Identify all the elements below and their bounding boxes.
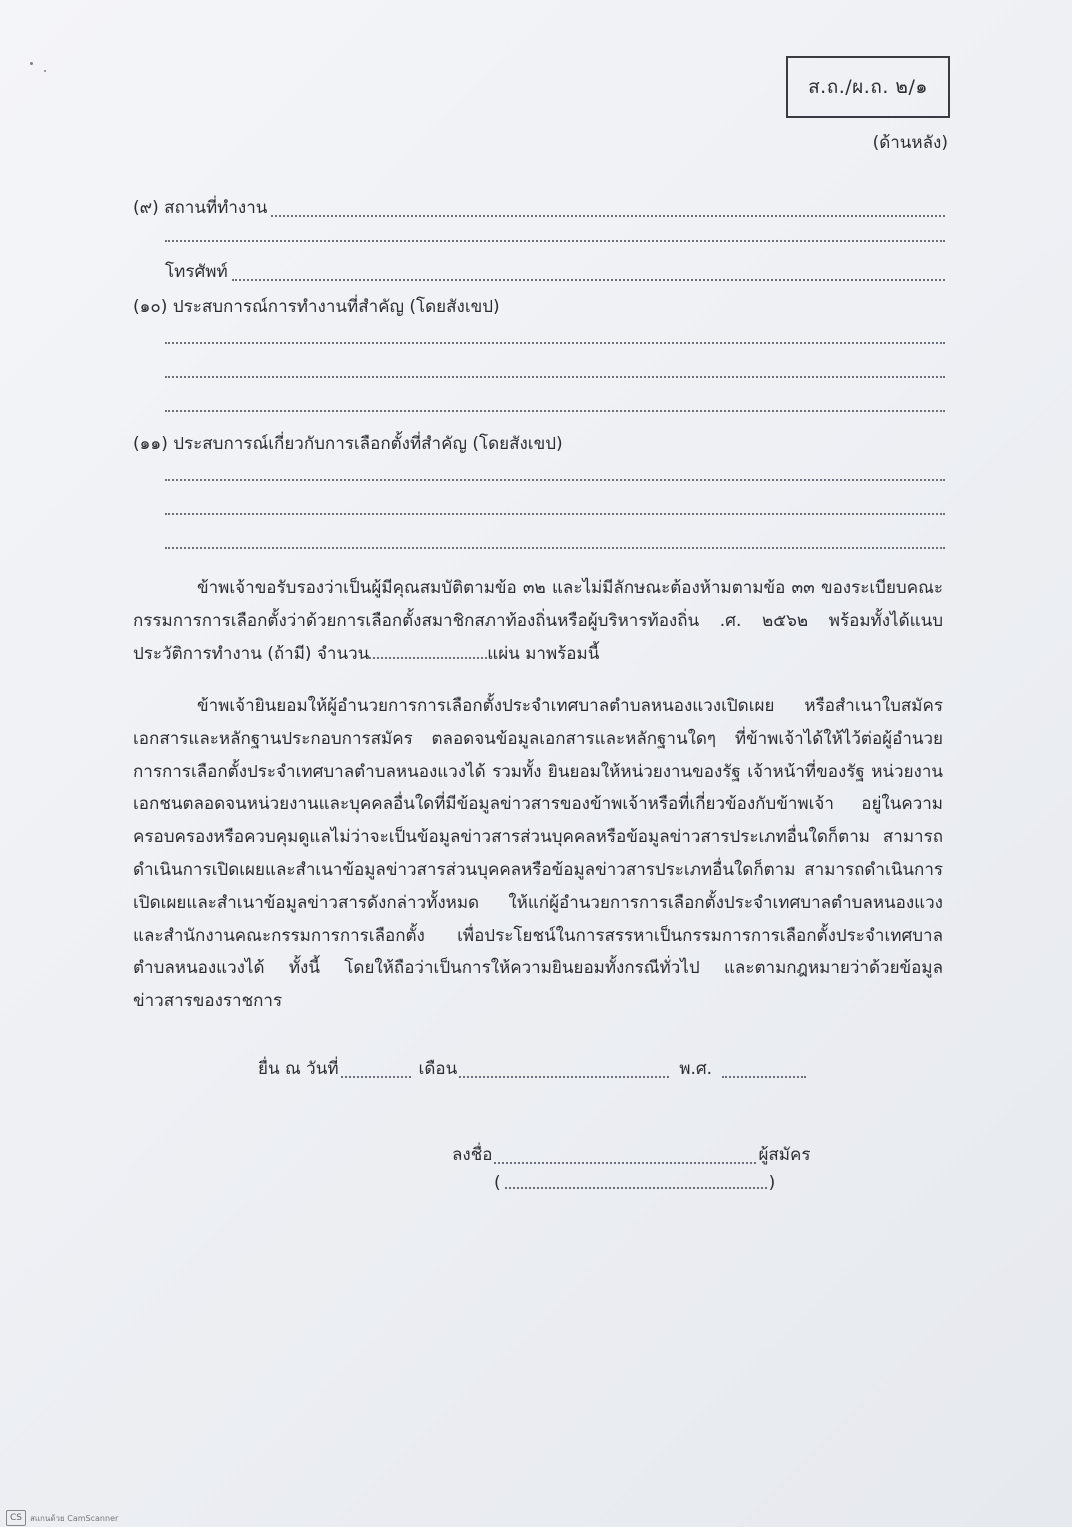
work-experience-line-1 bbox=[165, 328, 945, 348]
year-field[interactable] bbox=[722, 1064, 806, 1078]
workplace-field[interactable] bbox=[271, 201, 945, 217]
scanner-caption: สแกนด้วย CamScanner bbox=[30, 1513, 119, 1523]
attachment-count-field[interactable] bbox=[369, 645, 487, 659]
printed-name-row bbox=[494, 1173, 775, 1193]
sign-label: ลงชื่อ bbox=[452, 1145, 493, 1165]
phone-field[interactable] bbox=[232, 265, 945, 281]
election-experience-line-2 bbox=[165, 499, 945, 519]
workplace-row bbox=[133, 194, 945, 221]
form-code: ส.ถ./ผ.ถ. ๒/๑ bbox=[808, 76, 928, 98]
submission-date-row bbox=[258, 1055, 806, 1082]
work-experience-line-2 bbox=[165, 362, 945, 382]
scanner-badge bbox=[6, 1510, 118, 1526]
open-paren: ( bbox=[494, 1173, 501, 1193]
work-experience-heading: (๑๐) ประสบการณ์การทำงานที่สำคัญ (โดยสังเขป) bbox=[133, 297, 500, 317]
month-label: เดือน bbox=[418, 1059, 458, 1079]
dust-speck bbox=[44, 70, 46, 72]
close-paren: ) bbox=[768, 1173, 776, 1193]
signature-field[interactable] bbox=[494, 1150, 756, 1164]
election-experience-line-1 bbox=[165, 465, 945, 485]
camscanner-logo-icon: CS bbox=[6, 1510, 26, 1526]
phone-row bbox=[165, 258, 945, 285]
workplace-row-2 bbox=[165, 226, 945, 246]
workplace-label: (๙) สถานที่ทำงาน bbox=[133, 198, 268, 218]
consent-text: ข้าพเจ้ายินยอมให้ผู้อำนวยการการเลือกตั้งประจำเทศบาลตำบลหนองแวงเปิดเผย หรือสำเนาใบสมัครเอกสารและหลักฐานประกอบการสมัคร ตลอดจนข้อมูลเอกสารและหลักฐานใดๆ ที่ข้าพเจ้าได้ให้ไว้ต่อผู้อำนวยการการเลือกตั้งประจำเทศบาลตำบลหนองแวงได้ รวมทั้ง ยินยอมให้หน่วยงานของรัฐ เจ้าหน้าที่ของรัฐ หน่วยงานเอกชนตลอดจนหน่วยงานและบุคคลอื่นใดที่มีข้อมูลข่าวสารของข้าพเจ้าหรือที่เกี่ยวข้องกับข้าพเจ้า อยู่ในความครอบครองหรือควบคุมดูแลไม่ว่าจะเป็นข้อมูลข่าวสารส่วนบุคคลหรือข้อมูลข่าวสารประเภทอื่นใดก็ตาม สามารถดำเนินการเปิดเผยและสำเนาข้อมูลข่าวสารส่วนบุคคลหรือข้อมูลข่าวสารประเภทอื่นใดก็ตาม สามารถดำเนินการเปิดเผยและสำเนาข้อมูลข่าวสารดังกล่าวทั้งหมด ให้แก่ผู้อำนวยการการเลือกตั้งประจำเทศบาลตำบลหนองแวงและสำนักงานคณะกรรมการการเลือกตั้ง เพื่อประโยชน์ในการสรรหาเป็นกรรมการการเลือกตั้งประจำเทศบาลตำบลหนองแวงได้ ทั้งนี้ โดยให้ถือว่าเป็นการให้ความยินยอมทั้งกรณีทั่วไป และตามกฎหมายว่าด้วยข้อมูลข่าวสารของราชการ bbox=[133, 696, 943, 1012]
election-experience-heading: (๑๑) ประสบการณ์เกี่ยวกับการเลือกตั้งที่สำคัญ (โดยสังเขป) bbox=[133, 434, 563, 454]
work-experience-line-3 bbox=[165, 396, 945, 416]
certification-text: ข้าพเจ้าขอรับรองว่าเป็นผู้มีคุณสมบัติตามข้อ ๓๒ และไม่มีลักษณะต้องห้ามตามข้อ ๓๓ ของระเบียบคณะกรรมการการเลือกตั้งว่าด้วยการเลือกตั้งสมาชิกสภาท้องถิ่นหรือผู้บริหารท้องถิ่น .ศ. ๒๕๖๒ พร้อมทั้งได้แนบประวัติการทำงาน (ถ้ามี) จำนวน bbox=[133, 578, 943, 664]
back-side-note: (ด้านหลัง) bbox=[872, 133, 948, 153]
election-experience-field-3[interactable] bbox=[165, 533, 945, 549]
form-code-box bbox=[786, 56, 950, 118]
month-field[interactable] bbox=[459, 1064, 669, 1078]
work-experience-field-3[interactable] bbox=[165, 396, 945, 412]
election-experience-field-2[interactable] bbox=[165, 499, 945, 515]
applicant-label: ผู้สมัคร bbox=[758, 1145, 811, 1165]
election-experience-line-3 bbox=[165, 533, 945, 553]
election-experience-field-1[interactable] bbox=[165, 465, 945, 481]
phone-label: โทรศัพท์ bbox=[165, 262, 228, 282]
signature-row bbox=[452, 1141, 811, 1168]
workplace-field-2[interactable] bbox=[165, 226, 945, 242]
work-experience-field-1[interactable] bbox=[165, 328, 945, 344]
certification-text-end: แผ่น มาพร้อมนี้ bbox=[487, 643, 600, 664]
certification-paragraph bbox=[133, 572, 943, 670]
date-label: ยื่น ณ วันที่ bbox=[258, 1059, 339, 1079]
day-field[interactable] bbox=[341, 1064, 411, 1078]
work-experience-field-2[interactable] bbox=[165, 362, 945, 378]
consent-paragraph bbox=[133, 690, 943, 1018]
dust-speck bbox=[30, 62, 33, 65]
printed-name-field[interactable] bbox=[505, 1175, 767, 1189]
year-label: พ.ศ. bbox=[679, 1059, 713, 1079]
